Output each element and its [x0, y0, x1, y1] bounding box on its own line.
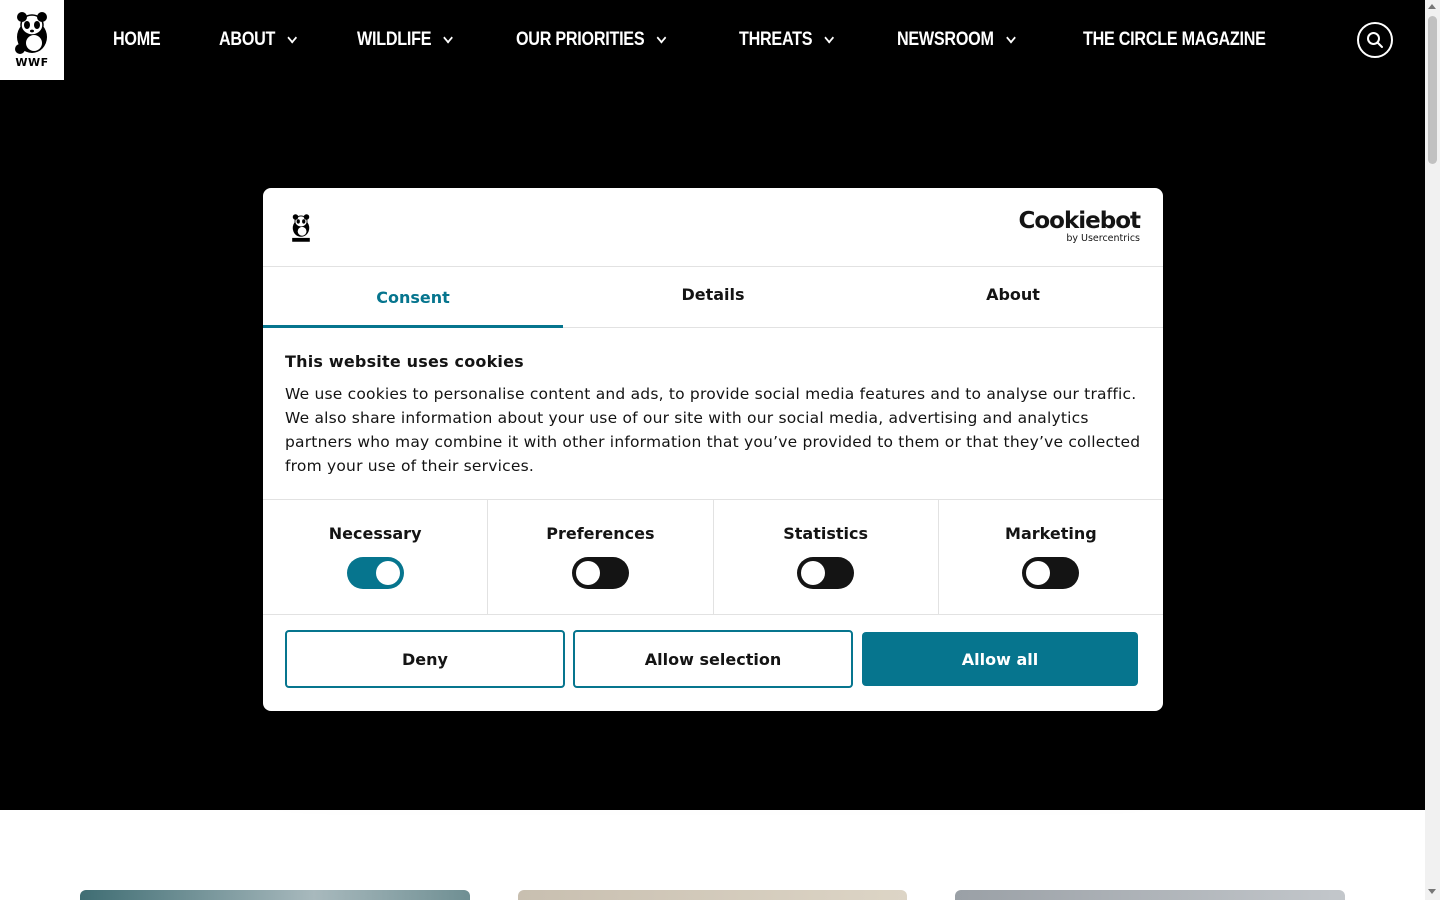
search-icon: [1366, 31, 1384, 49]
dialog-header: [263, 188, 1163, 267]
scroll-down-arrow-icon[interactable]: [1428, 889, 1436, 894]
dialog-tabs: [263, 267, 1163, 328]
category-label: Necessary: [328, 524, 422, 543]
nav-item-threats[interactable]: [739, 29, 831, 51]
card-image[interactable]: [80, 890, 470, 900]
nav-label: HOME: [113, 29, 161, 50]
tab-consent[interactable]: Consent: [263, 267, 563, 327]
chevron-down-icon: [657, 32, 667, 43]
deny-button[interactable]: Deny: [285, 630, 565, 688]
toggle-knob: [801, 561, 825, 585]
category-preferences: [488, 500, 713, 614]
scrollbar-thumb[interactable]: [1428, 16, 1437, 164]
nav-item-newsroom[interactable]: [897, 29, 1012, 51]
tab-details[interactable]: Details: [681, 284, 745, 304]
nav-label: OUR PRIORITIES: [516, 29, 645, 50]
logo-text: WWF: [15, 56, 49, 69]
chevron-down-icon: [825, 32, 835, 43]
allow-all-button[interactable]: Allow all: [862, 632, 1138, 686]
nav-label: THREATS: [739, 29, 813, 50]
statistics-toggle[interactable]: [797, 557, 854, 589]
cookiebot-sub: by Usercentrics: [1066, 233, 1140, 244]
nav-label: WILDLIFE: [356, 29, 432, 50]
dialog-heading: This website uses cookies: [285, 352, 524, 371]
search-button[interactable]: [1357, 22, 1393, 58]
card-image[interactable]: [518, 890, 907, 900]
category-label: Preferences: [546, 524, 655, 543]
main-nav: [113, 0, 1348, 80]
preferences-toggle[interactable]: [572, 557, 629, 589]
nav-item-wildlife[interactable]: [357, 29, 450, 51]
category-label: Marketing: [1005, 524, 1097, 543]
tab-about[interactable]: About: [986, 284, 1040, 304]
nav-label: THE CIRCLE MAGAZINE: [1083, 29, 1266, 50]
wwf-logo[interactable]: [0, 0, 64, 80]
cookie-consent-dialog: [263, 188, 1163, 711]
allow-selection-button[interactable]: Allow selection: [573, 630, 853, 688]
toggle-knob: [376, 561, 400, 585]
marketing-toggle[interactable]: [1022, 557, 1079, 589]
dialog-body: [263, 328, 1163, 500]
consent-categories: [263, 500, 1163, 615]
chevron-down-icon: [287, 32, 297, 43]
nav-item-home[interactable]: [113, 29, 160, 51]
category-necessary: [263, 500, 488, 614]
dialog-description: We use cookies to personalise content and ads, to provide social media features and to analyse our traffic. We also share information about your use of our site with our social media, advertising and analytics partners who may combine it with other information that you’ve provided to them or that they’ve collected from your use of their services.: [285, 385, 1141, 475]
chevron-down-icon: [443, 32, 453, 43]
category-statistics: [714, 500, 939, 614]
nav-item-the-circle-magazine[interactable]: [1083, 29, 1266, 51]
category-marketing: [939, 500, 1163, 614]
scroll-up-arrow-icon[interactable]: [1428, 4, 1436, 9]
cookiebot-name: Cookiebot: [1018, 208, 1140, 234]
card-row: [0, 890, 1425, 900]
toggle-knob: [576, 561, 600, 585]
chevron-down-icon: [1006, 32, 1016, 43]
necessary-toggle[interactable]: [347, 557, 404, 589]
nav-label: NEWSROOM: [897, 29, 995, 50]
scrollbar[interactable]: [1425, 0, 1440, 900]
card-image[interactable]: [955, 890, 1345, 900]
nav-item-about[interactable]: [219, 29, 294, 51]
nav-label: ABOUT: [218, 29, 275, 50]
wwf-logo-icon: [290, 213, 312, 243]
toggle-knob: [1026, 561, 1050, 585]
cookiebot-logo[interactable]: [1018, 210, 1140, 244]
nav-item-our-priorities[interactable]: [516, 29, 663, 51]
panda-icon: [12, 11, 52, 55]
category-label: Statistics: [783, 524, 868, 543]
dialog-buttons: [263, 615, 1163, 688]
